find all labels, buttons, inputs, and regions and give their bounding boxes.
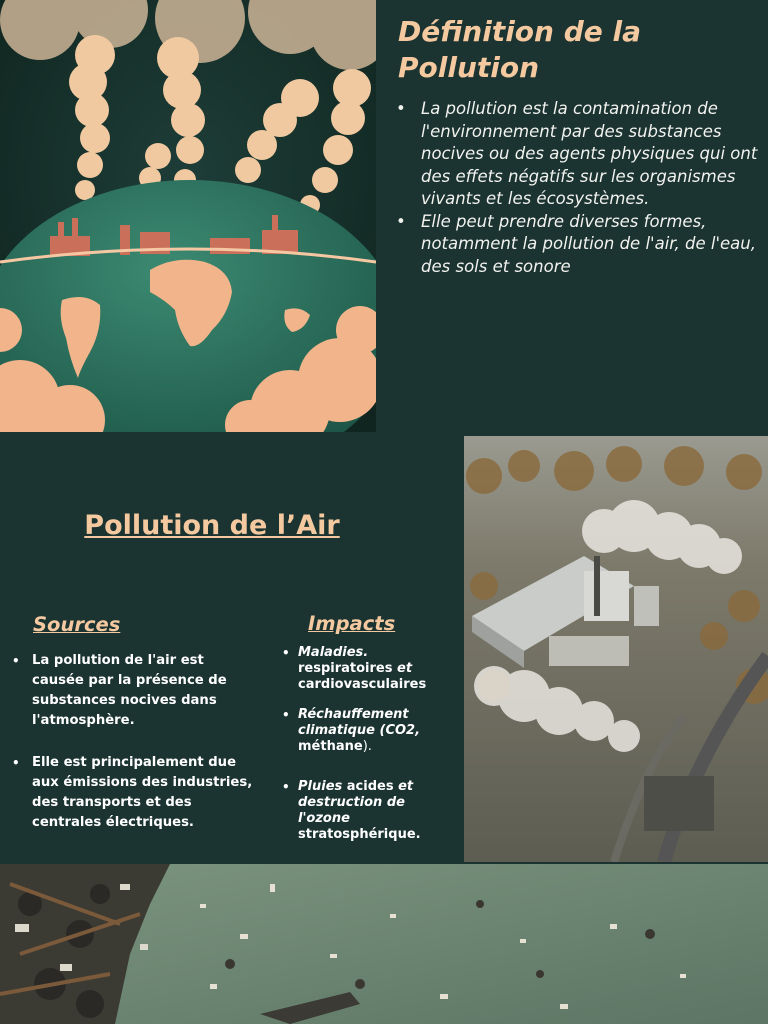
source-text: Elle est principalement due aux émissions des industries, des transports et des centrales électriques. xyxy=(32,755,253,830)
polluted-river-photo-svg xyxy=(0,864,768,1024)
bullet-icon: • xyxy=(396,211,406,231)
list-item xyxy=(282,707,457,755)
impact-text: méthane xyxy=(298,739,363,754)
source-text: La pollution de l'air est causée par la présence de substances nocives dans l'atmosphère. xyxy=(32,653,227,728)
bullet-icon: • xyxy=(282,780,290,794)
list-item xyxy=(282,779,457,843)
impact-text: acides xyxy=(342,779,399,794)
impact-text: stratosphérique. xyxy=(298,827,421,842)
list-item xyxy=(12,651,258,731)
bullet-icon: • xyxy=(12,654,20,668)
list-item xyxy=(396,98,766,211)
bullet-icon: • xyxy=(12,756,20,770)
impact-text: cardiovasculaires xyxy=(298,677,427,692)
polluted-river-photo xyxy=(0,864,768,1024)
list-item xyxy=(396,211,766,279)
list-item xyxy=(12,753,258,833)
bullet-icon: • xyxy=(396,99,406,118)
definition-text: Elle peut prendre diverses formes, notamment la pollution de l'air, de l'eau, des sols et sonore xyxy=(421,211,756,276)
factory-aerial-photo xyxy=(464,436,768,862)
sources-list xyxy=(12,651,258,833)
definition-title: Définition de la Pollution xyxy=(398,15,641,84)
impact-text: ). xyxy=(362,739,372,754)
bullet-icon: • xyxy=(282,646,290,660)
sources-heading: Sources xyxy=(33,613,121,636)
bullet-icon: • xyxy=(282,708,290,722)
polluted-earth-illustration-svg xyxy=(0,0,376,432)
air-pollution-title: Pollution de l’Air xyxy=(84,510,340,541)
impacts-heading: Impacts xyxy=(308,612,396,635)
impact-text: Maladies. xyxy=(298,645,369,660)
definition-list xyxy=(396,98,766,278)
impact-text: et xyxy=(397,661,413,676)
list-item xyxy=(282,645,457,693)
impact-text: et destruction de l'ozone xyxy=(298,779,414,826)
impact-text: Pluies xyxy=(298,779,343,794)
impact-text: Réchauffement climatique (CO2, xyxy=(298,707,421,738)
factory-aerial-photo-svg xyxy=(464,436,768,862)
impact-text: respiratoires xyxy=(298,661,398,676)
impacts-list xyxy=(282,645,457,843)
polluted-earth-illustration xyxy=(0,0,376,432)
definition-text: La pollution est la contamination de l'environnement par des substances nocives ou des agents physiques qui ont des effets négatifs sur les organismes vivants et les écosystèmes. xyxy=(421,99,758,208)
